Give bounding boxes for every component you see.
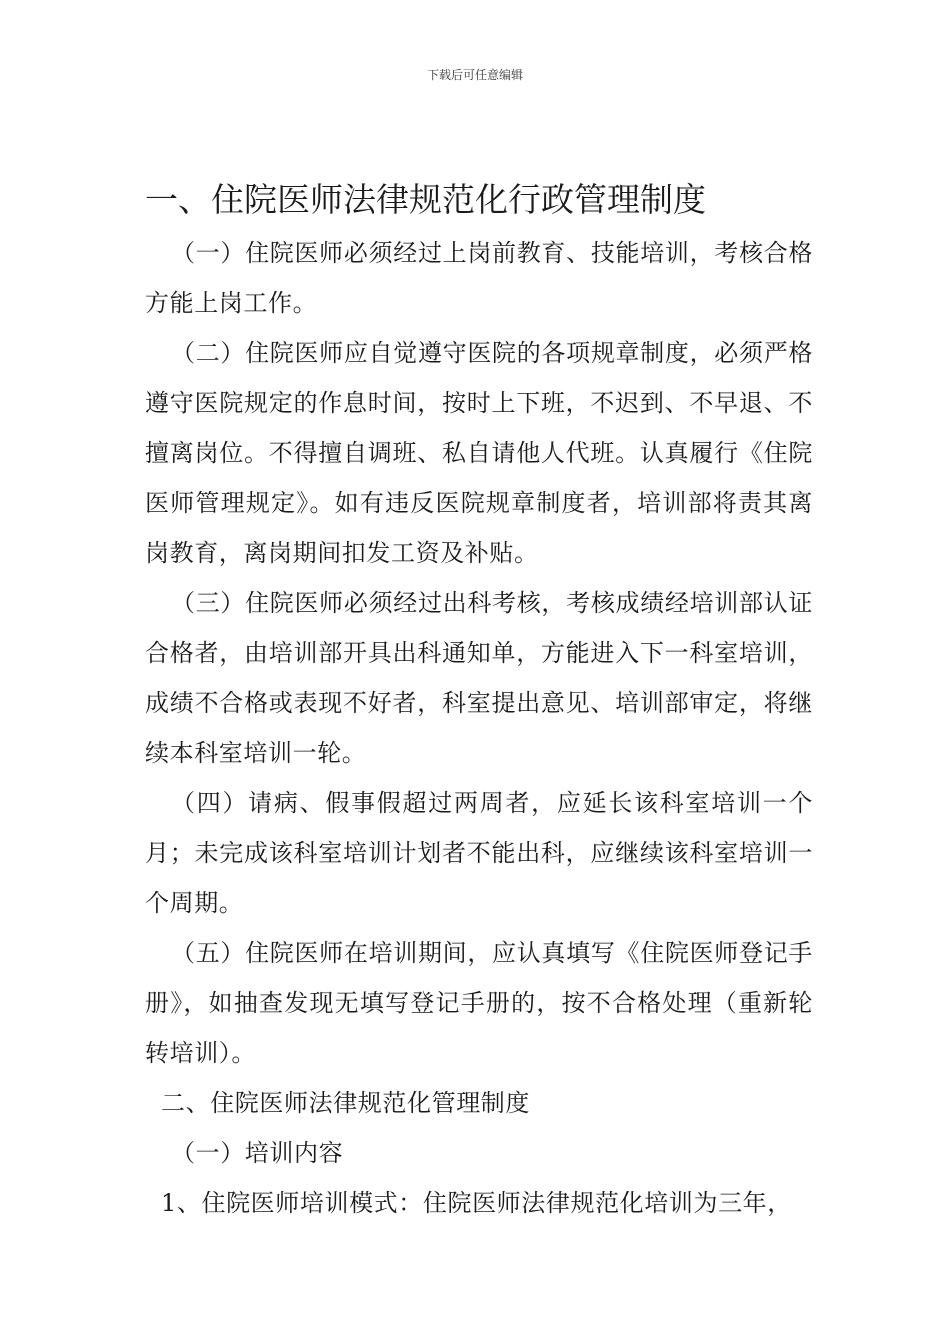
section-title: 一、住院医师法律规范化行政管理制度 <box>145 180 706 219</box>
document-body <box>145 172 813 1228</box>
header-note: 下载后可任意编辑 <box>426 68 523 82</box>
paragraph-2: （二）住院医师应自觉遵守医院的各项规章制度，必须严格遵守医院规定的作息时间，按时上下班，不迟到、不早退、不擅离岗位。不得擅自调班、私自请他人代班。认真履行《住院医师管理规定》。如有违反医院规章制度者，培训部将责其离岗教育，离岗期间扣发工资及补贴。 <box>145 339 813 567</box>
subsection-heading: 二、住院医师法律规范化管理制度 <box>161 1089 530 1117</box>
paragraph-1: （一）住院医师必须经过上岗前教育、技能培训，考核合格方能上岗工作。 <box>145 239 813 317</box>
paragraph-training-mode: 1、住院医师培训模式：住院医师法律规范化培训为三年， <box>161 1189 792 1217</box>
sub-item-heading: （一）培训内容 <box>171 1139 344 1167</box>
paragraph-3: （三）住院医师必须经过出科考核，考核成绩经培训部认证合格者，由培训部开具出科通知单，方能进入下一科室培训，成绩不合格或表现不好者，科室提出意见、培训部审定，将继续本科室培训一轮。 <box>145 589 813 767</box>
paragraph-4: （四）请病、假事假超过两周者，应延长该科室培训一个月；未完成该科室培训计划者不能出科，应继续该科室培训一个周期。 <box>145 789 813 917</box>
paragraph-5: （五）住院医师在培训期间，应认真填写《住院医师登记手册》，如抽查发现无填写登记手册的，按不合格处理（重新轮转培训）。 <box>145 939 813 1067</box>
